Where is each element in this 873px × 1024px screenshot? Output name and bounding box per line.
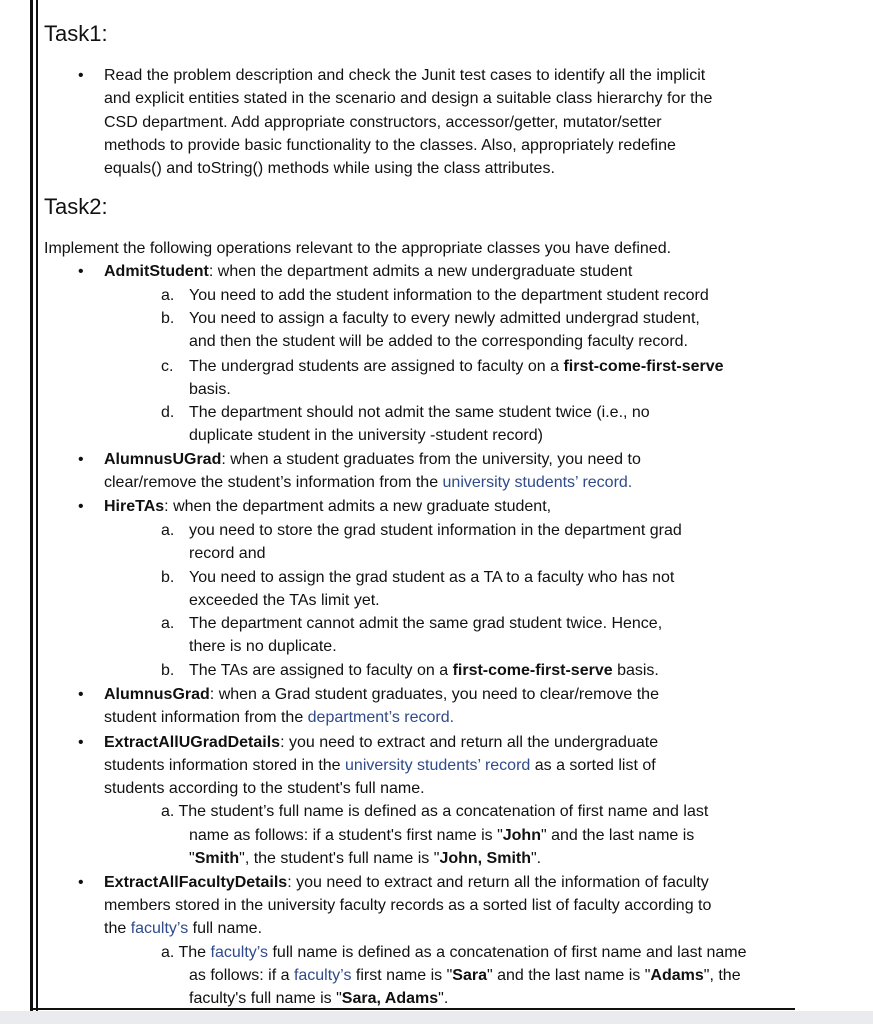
extract-ugrad-highlight: university students’ record (345, 757, 531, 774)
bullet-icon: • (78, 686, 84, 703)
bullet-icon: • (78, 498, 84, 515)
hire-tas-name: HireTAs (104, 498, 165, 515)
task2-heading: Task2: (44, 194, 108, 219)
task1-text-line: and explicit entities stated in the scenario and design a suitable class hierarchy for the (104, 90, 713, 107)
left-border-thick (30, 0, 33, 1011)
list-marker: c. (161, 358, 174, 375)
bullet-icon: • (78, 263, 84, 280)
extract-faculty-a-line (161, 941, 747, 964)
extract-faculty-highlight: faculty’s (210, 944, 269, 961)
admit-b-text: and then the student will be added to the corresponding faculty record. (189, 333, 688, 350)
extract-ugrad-a-text: ", the student's full name is " (239, 850, 440, 867)
alumnus-ugrad-desc: : when a student graduates from the university, you need to (221, 451, 641, 468)
task1-text-line: equals() and toString() methods while using the class attributes. (104, 160, 555, 177)
extract-ugrad-a-line (189, 847, 541, 870)
extract-faculty-line: members stored in the university faculty records as a sorted list of faculty according to (104, 897, 712, 914)
hire-tas-desc: : when the department admits a new graduate student, (164, 498, 552, 515)
extract-ugrad-a-bold: John (502, 827, 541, 844)
extract-faculty-text: the (104, 920, 131, 937)
hire-b3-bold: first-come-first-serve (452, 662, 613, 679)
admit-b-text: You need to assign a faculty to every newly admitted undergrad student, (189, 310, 700, 327)
alumnus-ugrad-name: AlumnusUGrad (104, 451, 222, 468)
alumnus-ugrad-line (104, 471, 632, 494)
alumnus-grad-highlight: department’s record. (307, 709, 455, 726)
admit-student-desc: : when the department admits a new undergraduate student (208, 263, 633, 280)
page-bottom-shade (0, 1011, 873, 1024)
admit-student-item (104, 260, 632, 283)
alumnus-ugrad-item (104, 448, 641, 471)
list-marker: d. (161, 404, 175, 421)
extract-ugrad-a-line: a. The student’s full name is defined as a concatenation of first name and last (161, 803, 709, 820)
hire-b3-part: The TAs are assigned to faculty on a (189, 662, 453, 679)
extract-faculty-desc: : you need to extract and return all the information of faculty (287, 874, 709, 891)
list-marker: b. (161, 662, 175, 679)
alumnus-grad-item (104, 683, 659, 706)
hire-b3-text (189, 659, 659, 682)
extract-faculty-a-line (189, 987, 448, 1010)
hire-a-text: you need to store the grad student information in the department grad (189, 522, 682, 539)
extract-faculty-a-text: ", the (703, 967, 741, 984)
left-border-thin (36, 0, 38, 1011)
hire-a-text: record and (189, 545, 266, 562)
extract-faculty-item (104, 871, 709, 894)
extract-faculty-a-bold: Sara (452, 967, 487, 984)
extract-faculty-a-text: full name is defined as a concatenation of first name and last name (268, 944, 747, 961)
extract-faculty-a-text: as follows: if a (189, 967, 294, 984)
task1-text-line: CSD department. Add appropriate constructors, accessor/getter, mutator/setter (104, 114, 662, 131)
bullet-icon: • (78, 874, 84, 891)
extract-faculty-a-bold: Sara, Adams (341, 990, 439, 1007)
hire-a3-text: there is no duplicate. (189, 638, 337, 655)
hire-a3-text: The department cannot admit the same grad student twice. Hence, (189, 615, 663, 632)
extract-ugrad-desc: : you need to extract and return all the undergraduate (280, 734, 659, 751)
alumnus-grad-line (104, 706, 454, 729)
hire-tas-item (104, 495, 551, 518)
admit-student-name: AdmitStudent (104, 263, 209, 280)
alumnus-ugrad-highlight: university students’ record. (442, 474, 633, 491)
extract-ugrad-line (104, 754, 656, 777)
list-marker: b. (161, 569, 175, 586)
extract-faculty-name: ExtractAllFacultyDetails (104, 874, 288, 891)
extract-ugrad-a-text: name as follows: if a student's first name is " (189, 827, 503, 844)
extract-ugrad-line: students according to the student's full name. (104, 780, 425, 797)
alumnus-grad-name: AlumnusGrad (104, 686, 210, 703)
extract-ugrad-a-text: " and the last name is (540, 827, 695, 844)
bullet-icon: • (78, 451, 84, 468)
admit-c-bold: first-come-first-serve (563, 358, 724, 375)
admit-c-text: basis. (189, 381, 231, 398)
extract-ugrad-text: students information stored in the (104, 757, 346, 774)
bullet-icon: • (78, 67, 84, 84)
admit-c-text (189, 355, 724, 378)
admit-d-text: duplicate student in the university -student record) (189, 427, 543, 444)
extract-faculty-a-text: a. The (161, 944, 211, 961)
task1-text-line: Read the problem description and check the Junit test cases to identify all the implicit (104, 67, 706, 84)
extract-faculty-a-text: faculty's full name is " (189, 990, 342, 1007)
extract-faculty-a-text: ". (438, 990, 449, 1007)
extract-faculty-highlight: faculty’s (130, 920, 189, 937)
task1-heading: Task1: (44, 21, 108, 46)
list-marker: a. (161, 615, 175, 632)
admit-c-text-part: The undergrad students are assigned to faculty on a (189, 358, 564, 375)
extract-ugrad-name: ExtractAllUGradDetails (104, 734, 281, 751)
alumnus-grad-text: student information from the (104, 709, 308, 726)
extract-faculty-line (104, 917, 262, 940)
task1-text-line: methods to provide basic functionality to the classes. Also, appropriately redefine (104, 137, 676, 154)
task2-intro: Implement the following operations relevant to the appropriate classes you have defined. (44, 240, 672, 257)
extract-ugrad-a-bold: John, Smith (439, 850, 531, 867)
bullet-icon: • (78, 734, 84, 751)
extract-ugrad-a-text: " (189, 850, 195, 867)
extract-ugrad-item (104, 731, 658, 754)
list-marker: a. (161, 522, 175, 539)
extract-ugrad-a-bold: Smith (194, 850, 240, 867)
extract-faculty-a-text: " and the last name is " (486, 967, 651, 984)
hire-b-text: You need to assign the grad student as a TA to a faculty who has not (189, 569, 675, 586)
extract-faculty-a-line (189, 964, 741, 987)
list-marker: b. (161, 310, 175, 327)
admit-d-text: The department should not admit the same student twice (i.e., no (189, 404, 650, 421)
extract-ugrad-a-line (189, 824, 694, 847)
extract-faculty-highlight: faculty’s (293, 967, 352, 984)
hire-b-text: exceeded the TAs limit yet. (189, 592, 380, 609)
list-marker: a. (161, 287, 175, 304)
extract-ugrad-text: as a sorted list of (530, 757, 656, 774)
admit-a-text: You need to add the student information to the department student record (189, 287, 709, 304)
extract-faculty-text: full name. (188, 920, 263, 937)
alumnus-ugrad-text: clear/remove the student’s information from the (104, 474, 443, 491)
extract-faculty-a-text: first name is " (351, 967, 453, 984)
alumnus-grad-desc: : when a Grad student graduates, you need to clear/remove the (209, 686, 659, 703)
hire-b3-part: basis. (612, 662, 659, 679)
extract-ugrad-a-text: ". (531, 850, 542, 867)
extract-faculty-a-bold: Adams (650, 967, 704, 984)
